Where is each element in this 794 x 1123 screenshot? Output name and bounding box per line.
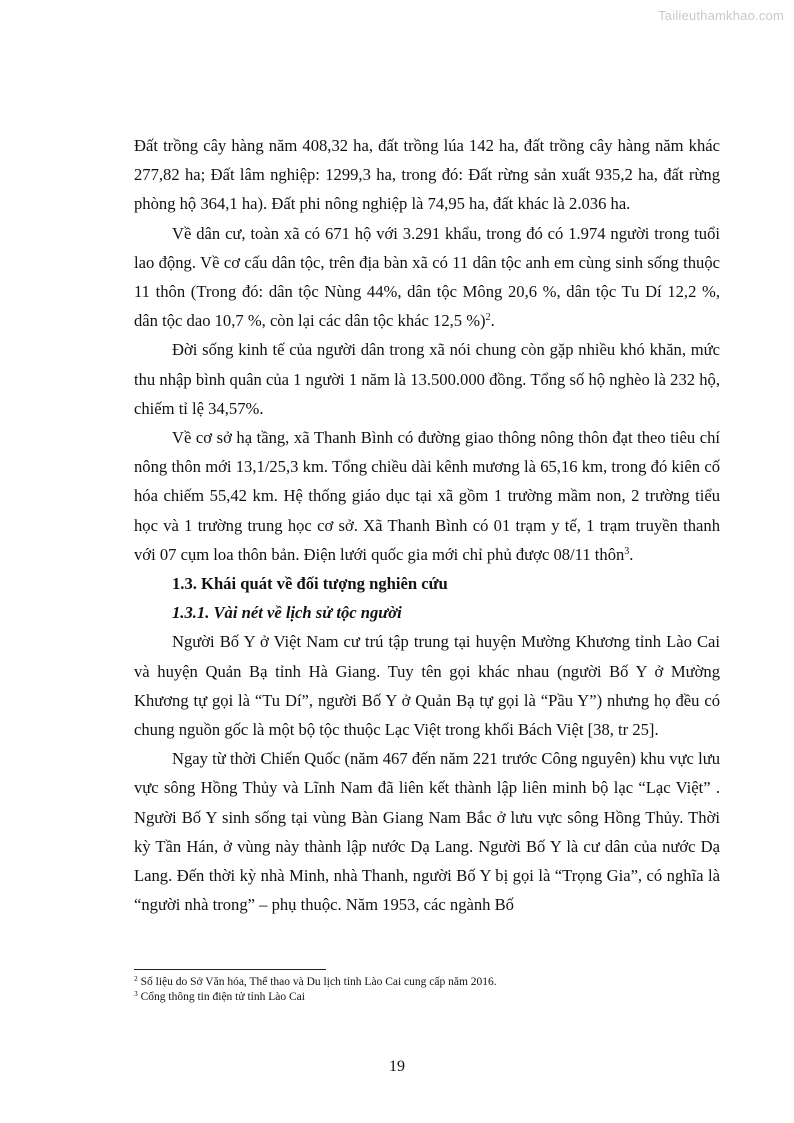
footnote-3 [134, 990, 720, 1005]
footnote-ref-3[interactable]: 3 [624, 545, 630, 557]
footnote-2 [134, 975, 720, 990]
page-number: 19 [389, 1058, 405, 1075]
paragraph-infrastructure [134, 423, 720, 569]
paragraph-text: Đời sống kinh tế của người dân trong xã nói chung còn gặp nhiều khó khăn, mức thu nhập bình quân của 1 người 1 năm là 13.500.000 đồng. Tổng số hộ nghèo là 232 hộ, chiếm tỉ lệ 34,57%. [134, 340, 720, 418]
watermark: Tailieuthamkhao.com [658, 8, 784, 23]
paragraph-text: Đất trồng cây hàng năm 408,32 ha, đất trồng lúa 142 ha, đất trồng cây hàng năm khác 277,82 ha; Đất lâm nghiệp: 1299,3 ha, trong đó: Đất rừng sản xuất 935,2 ha, đất rừng phòng hộ 364,1 ha). Đất phi nông nghiệp là 74,95 ha, đất khác là 2.036 ha. [134, 136, 720, 214]
footnote-text: Số liệu do Sở Văn hóa, Thể thao và Du lịch tỉnh Lào Cai cung cấp năm 2016. [140, 976, 497, 988]
paragraph-text: Về cơ sở hạ tầng, xã Thanh Bình có đường giao thông nông thôn đạt theo tiêu chí nông thôn mới 13,1/25,3 km. Tổng chiều dài kênh mương là 65,16 km, trong đó kiên cố hóa chiếm 55,42 km. Hệ thống giáo dục tại xã gồm 1 trường mầm non, 2 trường tiểu học và 1 trường trung học cơ sở. Xã Thanh Bình có 01 trạm y tế, 1 trạm truyền thanh với 07 cụm loa thôn bản. Điện lưới quốc gia mới chỉ phủ được 08/11 thôn [134, 428, 720, 564]
footnote-mark: 3 [134, 989, 138, 998]
paragraph-end: . [490, 311, 495, 331]
paragraph-text: Người Bố Y ở Việt Nam cư trú tập trung tại huyện Mường Khương tỉnh Lào Cai và huyện Quản Bạ tỉnh Hà Giang. Tuy tên gọi khác nhau (người Bố Y ở Mường Khương tự gọi là “Tu Dí”, người Bố Y ở Quản Bạ tự gọi là “Pầu Y”) nhưng họ đều có chung nguồn gốc là một bộ tộc thuộc Lạc Việt trong khối Bách Việt [38, tr 25]. [134, 632, 720, 740]
footnotes [134, 975, 720, 1005]
paragraph-end: . [629, 544, 634, 564]
paragraph-text: Ngay từ thời Chiến Quốc (năm 467 đến năm 221 trước Công nguyên) khu vực lưu vực sông Hồng Thủy và Lĩnh Nam đã liên kết thành lập liên minh bộ lạc “Lạc Việt” . Người Bố Y sinh sống tại vùng Bàn Giang Nam Bắc ở lưu vực sông Hồng Thủy. Thời kỳ Tần Hán, ở vùng này thành lập nước Dạ Lang. Người Bố Y là cư dân của nước Dạ Lang. Đến thời kỳ nhà Minh, nhà Thanh, người Bố Y bị gọi là “Trọng Gia”, có nghĩa là “người nhà trong” – phụ thuộc. Năm 1953, các ngành Bố [134, 749, 720, 915]
section-heading: 1.3. Khái quát về đối tượng nghiên cứu [172, 574, 448, 594]
footnote-ref-2[interactable]: 2 [485, 312, 491, 324]
paragraph-economy [134, 335, 720, 423]
subsection-heading: 1.3.1. Vài nét về lịch sử tộc người [172, 603, 402, 623]
footnote-text: Cổng thông tin điện tử tỉnh Lào Cai [140, 991, 305, 1003]
footnote-mark: 2 [134, 974, 138, 983]
paragraph-bo-y-history [134, 744, 720, 919]
paragraph-population [134, 219, 720, 336]
paragraph-bo-y-residence [134, 627, 720, 744]
footnote-separator [134, 969, 326, 970]
paragraph-text: Về dân cư, toàn xã có 671 hộ với 3.291 khẩu, trong đó có 1.974 người trong tuổi lao động. Về cơ cấu dân tộc, trên địa bàn xã có 11 dân tộc anh em cùng sinh sống thuộc 11 thôn (Trong đó: dân tộc Nùng 44%, dân tộc Mông 20,6 %, dân tộc Tu Dí 12,2 %, dân tộc dao 10,7 %, còn lại các dân tộc khác 12,5 %) [134, 223, 720, 331]
paragraph-land-use [134, 131, 720, 219]
page-body [134, 131, 720, 919]
